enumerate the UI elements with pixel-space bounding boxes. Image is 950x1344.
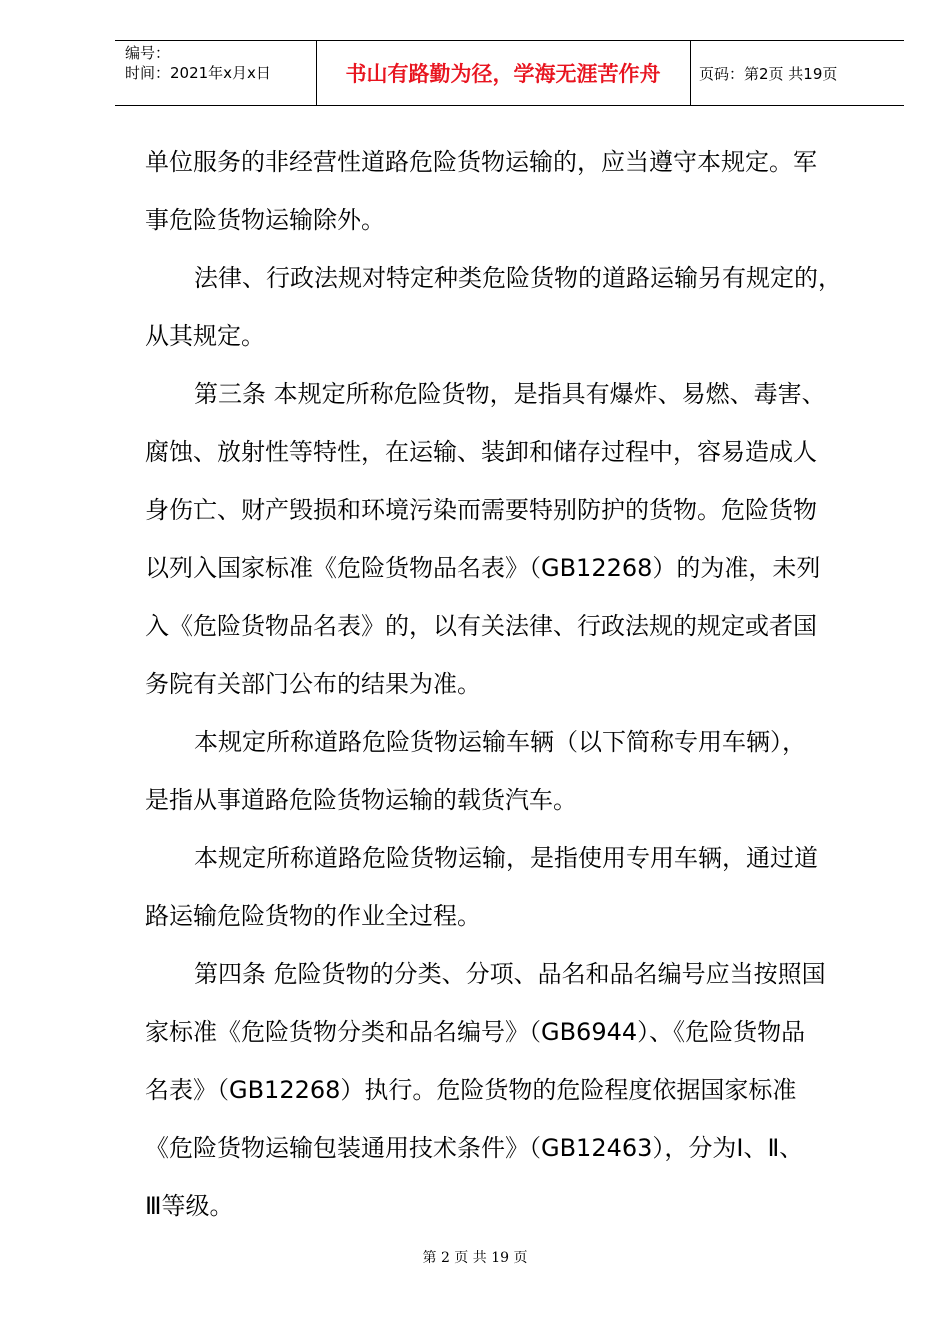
header-motto: 书山有路勤为径，学海无涯苦作舟 <box>345 61 661 86</box>
body-line: 入《危险货物品名表》的，以有关法律、行政法规的规定或者国 <box>145 612 817 640</box>
body-line: 名表》（GB12268）执行。危险货物的危险程度依据国家标准 <box>145 1076 797 1104</box>
document-time: 时间：2021年x月x日 <box>125 64 271 82</box>
body-line: 《危险货物运输包装通用技术条件》（GB12463），分为Ⅰ、Ⅱ、 <box>145 1134 804 1162</box>
body-line: 法律、行政法规对特定种类危险货物的道路运输另有规定的， <box>194 264 842 292</box>
body-line: 事危险货物运输除外。 <box>145 206 385 234</box>
header-meta <box>115 41 316 105</box>
page-header <box>115 40 904 106</box>
document-number-label: 编号： <box>125 44 171 62</box>
body-line: 本规定所称道路危险货物运输，是指使用专用车辆，通过道 <box>194 844 818 872</box>
body-line: 以列入国家标准《危险货物品名表》（GB12268）的为准，未列 <box>145 554 821 582</box>
body-line: 是指从事道路危险货物运输的载货汽车。 <box>145 786 577 814</box>
body-line: 务院有关部门公布的结果为准。 <box>145 670 481 698</box>
document-body <box>145 133 885 1235</box>
body-line: 家标准《危险货物分类和品名编号》（GB6944）、《危险货物品 <box>145 1018 806 1046</box>
body-line: 单位服务的非经营性道路危险货物运输的，应当遵守本规定。军 <box>145 148 817 176</box>
body-line: 路运输危险货物的作业全过程。 <box>145 902 481 930</box>
body-line: 本规定所称道路危险货物运输车辆（以下简称专用车辆）， <box>194 728 806 756</box>
page-footer: 第 2 页 共 19 页 <box>422 1250 528 1266</box>
body-line: 第三条 本规定所称危险货物，是指具有爆炸、易燃、毒害、 <box>194 380 826 408</box>
body-line: Ⅲ等级。 <box>145 1192 234 1220</box>
header-page-info: 页码：第2页 共19页 <box>699 64 838 83</box>
body-line: 腐蚀、放射性等特性，在运输、装卸和储存过程中，容易造成人 <box>145 438 817 466</box>
body-line: 身伤亡、财产毁损和环境污染而需要特别防护的货物。危险货物 <box>145 496 817 524</box>
body-line: 从其规定。 <box>145 322 265 350</box>
body-line: 第四条 危险货物的分类、分项、品名和品名编号应当按照国 <box>194 960 826 988</box>
